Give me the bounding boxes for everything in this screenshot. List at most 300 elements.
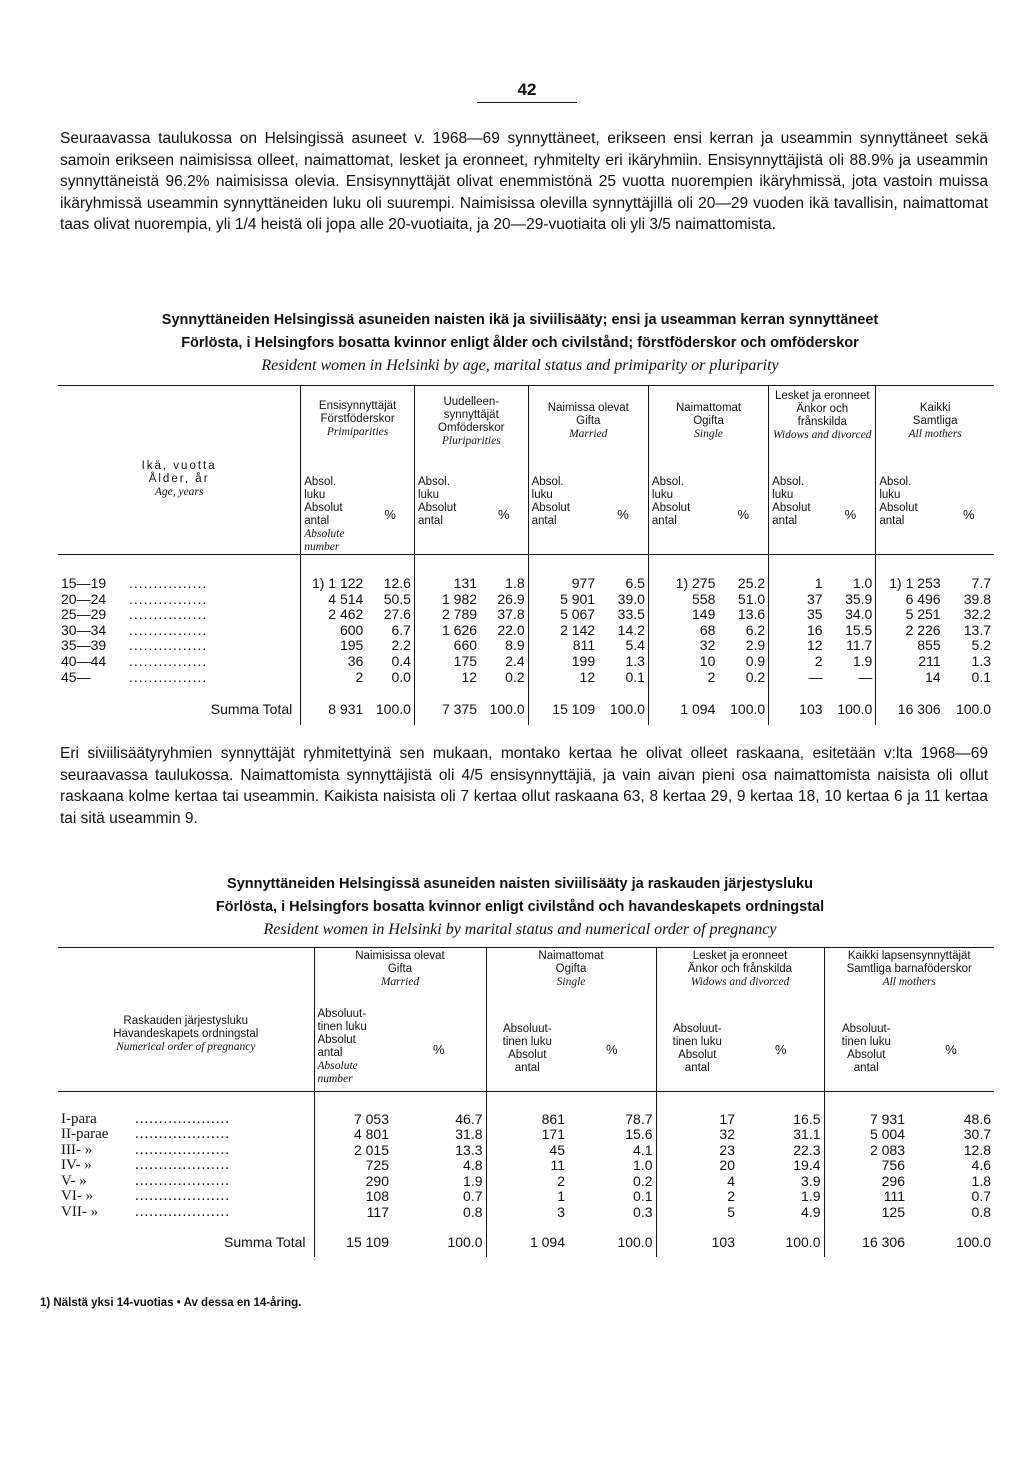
absolute-value: 20: [719, 1157, 735, 1174]
t2-pct-head: %: [392, 1008, 486, 1092]
stub-header-fi: Raskauden järjestysluku: [123, 1015, 249, 1027]
absolute-value: 10: [699, 652, 716, 669]
middle-paragraph: Eri siviilisäätyryhmien synnyttäjät ryhmitettyinä sen mukaan, montako kertaa he olivat olleet raskaana, esitetään v:lta 1968—69 seuraavassa taulukossa. Naimattomista synnyttäjistä oli 4/5 ensisynnyttäjiä, ja vain aivan pieni osa naimattomista naisista oli ollut raskaana kolme kertaa tai useammin. Kaikista naisista oli 7 kertaa ollut raskaana 63, 8 kertaa 29, 9 kertaa 18, 10 kertaa 6 ja 11 kertaa tai sitä useammin 9.: [60, 745, 988, 827]
percent-value: 1.3: [971, 652, 991, 669]
absol-line: antal: [417, 514, 443, 527]
absol-line: Absolute: [304, 527, 345, 540]
absolute-value: 811: [572, 637, 596, 654]
percent-value: 27.6: [366, 607, 414, 623]
absol-line: Absolut: [304, 501, 343, 514]
pregnancy-order-label: [58, 1143, 314, 1159]
total-percent: 100.0: [826, 695, 876, 725]
absolute-value: 35: [806, 606, 823, 623]
absolute-value: 558: [692, 590, 716, 607]
total-absolute: 15 109: [346, 1233, 389, 1250]
age-label: [58, 638, 301, 654]
absol-line: antal: [651, 514, 677, 527]
percent-value: 31.8: [392, 1127, 486, 1143]
percent-value: 26.9: [480, 592, 528, 608]
absolute-value: 2: [814, 652, 823, 669]
absol-line: antal: [514, 1062, 540, 1075]
table1-title-fi: Synnyttäneiden Helsingissä asuneiden naisten ikä ja siviilisääty; ensi ja useamman kerran synnyttäneet: [161, 312, 879, 328]
total-absolute: 15 109: [552, 701, 596, 718]
age-label: [58, 623, 301, 639]
age-label: [58, 592, 301, 608]
group-sv: Samtliga: [912, 415, 958, 427]
absolute-value: 125: [881, 1204, 905, 1221]
absolute-value: 5 067: [560, 606, 596, 623]
absolute-value: 17: [719, 1110, 735, 1127]
age-label-text: 15—19: [61, 575, 107, 591]
percent-value: 0.3: [568, 1205, 656, 1221]
pregnancy-order-text: III- »: [61, 1141, 93, 1158]
t1-pct-head: %: [366, 476, 414, 555]
absolute-value: 5 004: [869, 1126, 905, 1143]
t2-pct-head: %: [568, 1008, 656, 1092]
percent-value: 51.0: [718, 592, 768, 608]
pregnancy-order-label: [58, 1174, 314, 1190]
absolute-value: 1) 1 253: [889, 575, 941, 591]
age-label: [58, 670, 301, 686]
percent-value: 6.5: [598, 576, 648, 592]
percent-value: 8.9: [480, 638, 528, 654]
t2-group-3: [824, 948, 994, 1008]
absolute-value: 2: [727, 1188, 735, 1205]
absolute-value: 2 083: [869, 1141, 905, 1158]
total-percent: 100.0: [392, 1229, 486, 1257]
age-label: [58, 576, 301, 592]
group-sv: Förstföderskor: [320, 413, 395, 425]
leader-dots: ....................: [135, 1157, 230, 1174]
table1: [58, 385, 994, 725]
percent-value: 33.5: [598, 607, 648, 623]
leader-dots: ................: [129, 621, 208, 638]
group-sv: Gifta: [387, 963, 413, 975]
absolute-value: 131: [453, 575, 478, 591]
percent-value: 4.1: [568, 1143, 656, 1159]
percent-value: 22.0: [480, 623, 528, 639]
total-absolute: 8 931: [328, 701, 364, 718]
percent-value: 0.9: [718, 654, 768, 670]
pregnancy-order-text: I-para: [61, 1110, 97, 1127]
absol-line: luku: [531, 488, 553, 501]
absol-line: luku: [879, 488, 901, 501]
absol-line: Absolut: [678, 1049, 717, 1062]
absol-line: Absolut: [847, 1049, 886, 1062]
absol-line: antal: [317, 1046, 343, 1059]
absolute-value: 6 496: [905, 590, 941, 607]
t2-pct-head: %: [738, 1008, 824, 1092]
percent-value: 15.6: [568, 1127, 656, 1143]
table2: [58, 947, 994, 1257]
pregnancy-order-text: IV- »: [61, 1157, 92, 1174]
group-sv: Omföderskor: [438, 422, 505, 434]
absol-line: Absol.: [304, 475, 337, 488]
absolute-value: 977: [571, 575, 596, 591]
absol-line: tinen luku: [317, 1020, 367, 1033]
absol-line: antal: [684, 1062, 710, 1075]
percent-value: 0.1: [568, 1189, 656, 1205]
percent-value: —: [826, 670, 876, 686]
age-label: [58, 607, 301, 623]
total-percent: 100.0: [738, 1229, 824, 1257]
absol-line: Absoluut-: [672, 1023, 722, 1036]
absol-line: antal: [304, 514, 330, 527]
group-fi: Lesket ja eronneet: [774, 390, 870, 402]
t2-absol-head: [824, 1008, 908, 1092]
pregnancy-order-text: II-parae: [61, 1126, 109, 1143]
group-en: Primiparities: [326, 426, 389, 438]
percent-value: 5.4: [598, 638, 648, 654]
absolute-value: 36: [347, 652, 364, 669]
age-label-text: 35—39: [61, 637, 107, 654]
t1-group-1: [414, 386, 528, 476]
absol-line: antal: [879, 514, 905, 527]
table1-row: [58, 592, 994, 608]
percent-value: 0.1: [971, 668, 991, 685]
group-fi: Naimissa olevat: [547, 402, 629, 414]
absolute-value: 855: [917, 637, 941, 654]
absolute-value: 2: [557, 1172, 565, 1189]
group-sv: Gifta: [576, 415, 601, 427]
percent-value: 14.2: [598, 623, 648, 639]
absol-line: Absol.: [772, 475, 805, 488]
absolute-value: 171: [541, 1126, 565, 1143]
absol-line: Absol.: [879, 475, 912, 488]
absolute-value: 11: [550, 1157, 565, 1174]
percent-value: 12.8: [963, 1141, 991, 1158]
total-absolute: 1 094: [680, 701, 716, 718]
table2-row: [58, 1189, 994, 1205]
leader-dots: ....................: [135, 1110, 230, 1127]
absol-line: luku: [651, 488, 674, 501]
percent-value: 50.5: [366, 592, 414, 608]
stub-header-en: Numerical order of pregnancy: [116, 1041, 256, 1053]
percent-value: 30.7: [963, 1126, 991, 1143]
total-absolute: 103: [711, 1233, 735, 1250]
t1-pct-head: %: [963, 507, 975, 522]
absolute-value: 290: [365, 1172, 389, 1189]
absolute-value: 32: [699, 637, 716, 654]
absolute-value: 3: [557, 1204, 565, 1221]
total-label: [58, 695, 301, 725]
absolute-value: 7 931: [869, 1110, 905, 1127]
table1-row: [58, 654, 994, 670]
absolute-value: 16: [806, 621, 823, 638]
percent-value: 48.6: [963, 1110, 991, 1127]
table1-row: [58, 638, 994, 654]
percent-value: 0.7: [971, 1188, 991, 1205]
absolute-value: 1: [557, 1188, 565, 1205]
pregnancy-order-label: [58, 1158, 314, 1174]
absolute-value: 211: [918, 652, 941, 669]
percent-value: 35.9: [826, 592, 876, 608]
t1-absol-head: [528, 476, 598, 555]
t1-absol-head: [301, 476, 367, 555]
absolute-value: 2: [707, 668, 716, 685]
t1-group-5: [876, 386, 994, 476]
absol-line: Absol.: [417, 475, 450, 488]
total-percent: 100.0: [480, 695, 528, 725]
absolute-value: 2 226: [905, 621, 941, 638]
t2-pct-head: %: [945, 1041, 957, 1057]
absolute-value: —: [808, 668, 823, 685]
percent-value: 78.7: [568, 1112, 656, 1128]
percent-value: 1.8: [480, 576, 528, 592]
percent-value: 1.9: [826, 654, 876, 670]
pregnancy-order-label: [58, 1189, 314, 1205]
leader-dots: ................: [129, 606, 208, 623]
table2-row: [58, 1174, 994, 1190]
table1-row: [58, 607, 994, 623]
absol-line: number: [317, 1072, 353, 1085]
percent-value: 2.2: [366, 638, 414, 654]
group-en: Married: [569, 428, 608, 440]
table1-title-sv: Förlösta, i Helsingfors bosatta kvinnor enligt ålder och civilstånd; förstföderskor och omföderskor: [181, 335, 859, 351]
table2-row: [58, 1127, 994, 1143]
group-fi: Naimisissa olevat: [355, 950, 445, 962]
group-en: Widows and divorced: [690, 976, 790, 988]
absol-line: Absol.: [531, 475, 564, 488]
percent-value: 16.5: [738, 1112, 824, 1128]
absol-line: Absolut: [651, 501, 691, 514]
table2-row: [58, 1205, 994, 1221]
stub-header-sv: Havandeskapets ordningstal: [113, 1028, 259, 1040]
leader-dots: ................: [129, 575, 208, 591]
absol-line: Absolut: [508, 1049, 547, 1062]
group-en: Pluriparities: [441, 435, 501, 447]
percent-value: 0.1: [598, 670, 648, 686]
absolute-value: 32: [719, 1126, 735, 1143]
percent-value: 39.8: [963, 590, 991, 607]
absolute-value: 861: [541, 1110, 565, 1127]
age-label-text: 45—: [61, 668, 91, 685]
absol-line: Absoluut-: [317, 1007, 367, 1020]
absol-line: tinen luku: [502, 1036, 552, 1049]
table2-title-en: Resident women in Helsinki by marital status and numerical order of pregnancy: [263, 921, 777, 938]
t2-group-2: [656, 948, 824, 1008]
absolute-value: 14: [925, 668, 941, 685]
percent-value: 39.0: [598, 592, 648, 608]
pregnancy-order-label: [58, 1112, 314, 1128]
absolute-value: 37: [806, 590, 823, 607]
percent-value: 31.1: [738, 1127, 824, 1143]
group-fi: Naimattomat: [675, 402, 742, 414]
group-en: All mothers: [882, 976, 936, 988]
group-fi: Naimattomat: [538, 950, 604, 962]
absol-line: luku: [304, 488, 326, 501]
leader-dots: ....................: [135, 1141, 230, 1158]
t1-pct-head: %: [598, 476, 648, 555]
absol-line: number: [304, 540, 340, 553]
percent-value: 13.7: [963, 621, 991, 638]
percent-value: 1.9: [392, 1174, 486, 1190]
absolute-value: 1 982: [441, 590, 478, 607]
absolute-value: 600: [339, 621, 364, 638]
absolute-value: 5 251: [905, 606, 941, 623]
total-absolute: 16 306: [897, 701, 941, 718]
absolute-value: 117: [366, 1204, 389, 1221]
absolute-value: 12: [806, 637, 823, 654]
table1-row: [58, 670, 994, 686]
leader-dots: ....................: [135, 1188, 230, 1205]
total-label-text: Summa Total: [224, 1233, 306, 1250]
table2-row: [58, 1158, 994, 1174]
table2-stub-header: [58, 948, 314, 1092]
group-en: Single: [556, 976, 586, 988]
total-absolute: 103: [799, 701, 823, 718]
absolute-value: 7 053: [353, 1110, 389, 1127]
percent-value: 13.6: [718, 607, 768, 623]
absol-line: luku: [417, 488, 440, 501]
percent-value: 3.9: [738, 1174, 824, 1190]
absol-line: antal: [772, 514, 798, 527]
total-percent: 100.0: [366, 695, 414, 725]
absol-line: Absolut: [531, 501, 570, 514]
table2-total-row: [58, 1229, 994, 1257]
t2-absol-head: [314, 1008, 392, 1092]
t1-group-0: [301, 386, 415, 476]
absol-line: Absolut: [879, 501, 918, 514]
percent-value: 46.7: [392, 1112, 486, 1128]
page-number: 42: [477, 80, 577, 103]
table1-title-en: Resident women in Helsinki by age, marital status and primiparity or pluriparity: [261, 357, 779, 374]
group-en: Widows and divorced: [772, 429, 872, 441]
group-fi: Uudelleen-synnyttäjät: [443, 396, 500, 421]
leader-dots: ................: [129, 637, 208, 654]
t1-absol-head: [648, 476, 718, 555]
table2-title-fi: Synnyttäneiden Helsingissä asuneiden naisten siviilisääty ja raskauden järjestysluku: [227, 876, 813, 892]
absolute-value: 175: [453, 652, 478, 669]
absolute-value: 725: [365, 1157, 389, 1174]
absolute-value: 149: [692, 606, 716, 623]
total-absolute: 16 306: [862, 1233, 905, 1250]
percent-value: 0.7: [392, 1189, 486, 1205]
group-sv: Änkor och frånskilda: [796, 403, 849, 428]
absolute-value: 68: [699, 621, 716, 638]
total-percent: 100.0: [598, 695, 648, 725]
t1-absol-head: [769, 476, 826, 555]
absol-line: antal: [853, 1062, 879, 1075]
age-label-text: 30—34: [61, 621, 107, 638]
table2-title-sv: Förlösta, i Helsingfors bosatta kvinnor enligt civilstånd och havandeskapets ordningstal: [215, 899, 825, 915]
absol-line: Absolut: [317, 1033, 356, 1046]
absolute-value: 1) 1 122: [311, 575, 364, 591]
total-absolute: 7 375: [441, 701, 478, 718]
t1-pct-head: %: [480, 476, 528, 555]
percent-value: 19.4: [738, 1158, 824, 1174]
absolute-value: 5 901: [560, 590, 596, 607]
percent-value: 6.7: [366, 623, 414, 639]
pregnancy-order-text: VI- »: [61, 1188, 94, 1205]
age-label-text: 25—29: [61, 606, 107, 623]
percent-value: 0.2: [480, 670, 528, 686]
total-absolute: 1 094: [529, 1233, 565, 1250]
stub-header-fi: Ikä, vuotta: [141, 460, 217, 473]
absol-line: Absolut: [417, 501, 457, 514]
percent-value: 25.2: [718, 576, 768, 592]
pregnancy-order-label: [58, 1205, 314, 1221]
percent-value: 0.2: [568, 1174, 656, 1190]
percent-value: 0.2: [718, 670, 768, 686]
t1-group-2: [528, 386, 648, 476]
percent-value: 2.4: [480, 654, 528, 670]
t1-absol-head: [876, 476, 944, 555]
absolute-value: 2 462: [328, 606, 364, 623]
total-percent: 100.0: [568, 1229, 656, 1257]
absol-line: luku: [772, 488, 794, 501]
absolute-value: 199: [571, 652, 596, 669]
leader-dots: ....................: [135, 1172, 230, 1189]
percent-value: 1.0: [568, 1158, 656, 1174]
percent-value: 7.7: [971, 575, 991, 591]
absolute-value: 4 801: [353, 1126, 389, 1143]
group-fi: Kaikki: [919, 402, 951, 414]
t1-absol-head: [414, 476, 480, 555]
percent-value: 5.2: [971, 637, 991, 654]
percent-value: 13.3: [392, 1143, 486, 1159]
absolute-value: 4 514: [328, 590, 364, 607]
leader-dots: ................: [129, 668, 208, 685]
absolute-value: 45: [549, 1141, 565, 1158]
total-percent: 100.0: [955, 1233, 991, 1250]
table2-row: [58, 1143, 994, 1159]
table1-stub-header: [58, 386, 301, 555]
group-fi: Ensisynnyttäjät: [318, 400, 397, 412]
absol-line: tinen luku: [672, 1036, 722, 1049]
percent-value: 1.9: [738, 1189, 824, 1205]
absolute-value: 111: [883, 1188, 905, 1205]
absolute-value: 4: [727, 1172, 735, 1189]
absol-line: Absoluut-: [502, 1023, 552, 1036]
t2-group-0: [314, 948, 486, 1008]
absol-line: tinen luku: [841, 1036, 891, 1049]
absolute-value: 195: [339, 637, 364, 654]
t2-absol-head: [486, 1008, 568, 1092]
leader-dots: ....................: [135, 1204, 230, 1221]
percent-value: 34.0: [826, 607, 876, 623]
t1-pct-head: %: [718, 476, 768, 555]
t1-pct-head: %: [826, 476, 876, 555]
absolute-value: 12: [461, 668, 478, 685]
percent-value: 12.6: [366, 576, 414, 592]
percent-value: 1.8: [971, 1172, 991, 1189]
table1-row: [58, 623, 994, 639]
intro-paragraph: Seuraavassa taulukossa on Helsingissä asuneet v. 1968—69 synnyttäneet, erikseen ensi kerran ja useammin synnyttäneet sekä samoin erikseen naimisissa olleet, naimattomat, lesket ja eronneet, ryhmitelty eri ikäryhmiin. Ensisynnyttäjistä oli 88.9% ja useammin synnyttäneistä 96.2% naimisissa olevia. Ensisynnyttäjät olivat enemmistönä 25 vuotta nuorempien ikäryhmissä, jota vastoin muissa ikäryhmissä useammin synnyttäneiden luku oli suurempi. Naimisissa olevilla synnyttäjillä oli 20—29 vuoden ikä tavallisin, naimattomat taas olivat nuorempia, yli 1/4 heistä oli jopa alle 20-vuotiaita, ja 20—29-vuotiaita oli yli 3/5 naimattomista.: [60, 130, 988, 233]
total-label-text: Summa Total: [210, 701, 293, 718]
absolute-value: 12: [579, 668, 596, 685]
percent-value: 4.6: [971, 1157, 991, 1174]
percent-value: 0.0: [366, 670, 414, 686]
footnote: 1) Nälstä yksi 14-vuotias • Av dessa en 14-åring.: [40, 1297, 302, 1309]
percent-value: 2.9: [718, 638, 768, 654]
percent-value: 1.0: [826, 576, 876, 592]
t1-group-3: [648, 386, 768, 476]
absolute-value: 108: [365, 1188, 389, 1205]
absolute-value: 2: [355, 668, 364, 685]
pregnancy-order-text: VII- »: [61, 1204, 99, 1221]
absolute-value: 1 626: [441, 621, 478, 638]
pregnancy-order-text: V- »: [61, 1172, 87, 1189]
t1-group-4: [769, 386, 876, 476]
leader-dots: ....................: [135, 1126, 230, 1143]
group-sv: Änkor och frånskilda: [687, 963, 793, 975]
table1-row: [58, 576, 994, 592]
total-percent: 100.0: [718, 695, 768, 725]
age-label-text: 40—44: [61, 652, 107, 669]
absolute-value: 296: [881, 1172, 905, 1189]
absolute-value: 23: [719, 1141, 735, 1158]
